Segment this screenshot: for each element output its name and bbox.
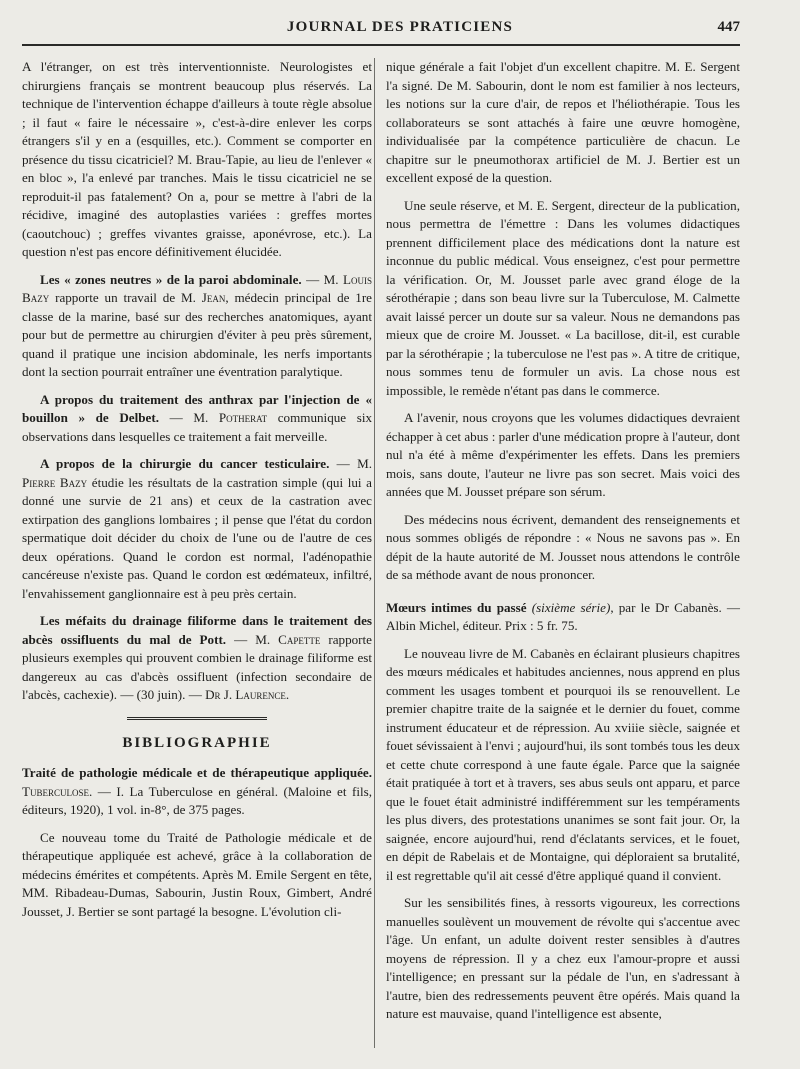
section-cancer-testiculaire: A propos de la chirurgie du cancer testiculaire. — M. Pierre Bazy étudie les résultats de la castration simple (qui lui a donné une survie de 21 ans) et ceux de la castration avec extirpation des ganglions lombaires ; il pense que l'état du cordon spermatique doit décider du choix de l'une ou de l'autre de ces deux opérations. Quand le cordon est normal, l'adénopathie cancéreuse n'existe pas. Quand le cordon est œdémateux, infiltré, l'envahissement ganglionnaire est à peu près certain. <box>22 456 373 601</box>
review-paragraph: Sur les sensibilités fines, à ressorts vigoureux, les corrections manuelles soulèvent un mouvement de révolte qui s'accentue avec l'âge. Un enfant, un adulte doivent rester sensibles à d'autres moyens de répression. Il y a chez eux l'amour-propre et aussi l'intelligence; en pressant sur la pédale de l'un, en s'adressant à l'autre, bien des redressements peuvent être opérés. Mais quand la nature est mauvaise, quand l'intelligence est absente, <box>386 895 740 1021</box>
review-paragraph: Des médecins nous écrivent, demandent des renseignements et nous sommes obligés de répondre : « Nous ne savons pas ». En dépit de la haute autorité de M. Jousset nous attendons le contrôle de sa méthode avant de nous prononcer. <box>386 511 740 582</box>
running-title: JOURNAL DES PRATICIENS <box>286 19 514 35</box>
page-header <box>0 16 800 50</box>
book-series: (sixième série) <box>526 599 611 615</box>
author-name: M. Louis Bazy <box>22 271 372 305</box>
section-heading: A propos de la chirurgie du cancer testiculaire. <box>40 456 330 471</box>
book-title: Traité de pathologie médicale et de thérapeutique appliquée. <box>22 765 372 780</box>
author-name: M. Capette <box>255 631 321 647</box>
author-name: Jean <box>201 290 226 305</box>
book-reference: — I. La Tuberculose en général. (Maloine et fils, éditeurs, 1920), 1 vol. in-8°, de 375 pages. <box>22 783 372 817</box>
left-column <box>22 58 372 930</box>
bibliography-title: BIBLIOGRAPHIE <box>122 734 272 751</box>
signature: Dr J. Laurence. <box>205 687 290 702</box>
review-paragraph: Une seule réserve, et M. E. Sergent, directeur de la publication, nous permettra de l'émettre : Dans les volumes didactiques prennent difficilement place des médications dont la nature est inconnue du public médical. Vous enseignez, c'est pour permettre la vérification. Or, M. Jousset parle avec grand éloge de la sérothérapie ; dans son beau livre sur la Tuberculose, M. Calmette avait laissé percer un doute sur sa valeur. Nous ne demandons pas mieux que de croire M. Jousset. « La bacillose, dit-il, est curable par la sérothérapie ; la tuberculose ne l'est pas ». A titre de critique, nous sommes tenu de formuler un avis. La chose nous est impossible, le remède n'étant pas dans le commerce. <box>386 197 740 398</box>
header-rule <box>22 44 740 46</box>
author-name: M. Potherat <box>193 410 268 425</box>
book-entry-moeurs <box>386 599 740 636</box>
ornament-rule <box>127 717 267 720</box>
review-paragraph: nique générale a fait l'objet d'un excellent chapitre. M. E. Sergent l'a signé. De M. Sabourin, dont le nom est familier à nos lecteurs, les notions sur la cure d'air, de repos et l'héliothérapie. Tous les collaborateurs se sont attachés à faire une œuvre homogène, individualisée par la compétence particulière de chacun. Le chapitre sur le pneumothorax artificiel de M. J. Bertier est un excellent exposé de la question. <box>386 59 740 185</box>
section-text: , médecin principal de 1re classe de la marine, basé sur des recherches anatomiques, ayant pour but de permettre au chirurgien d'éviter à peu près sûrement, quand il pratique une incision abdominale, les nerfs importants dont la section pourrait entraîner une éventration paralytique. <box>22 290 372 379</box>
right-column <box>386 58 740 1033</box>
book-title: Mœurs intimes du passé <box>386 599 527 615</box>
book-reference: , par le Dr Cabanès. — Albin Michel, éditeur. Prix : 5 fr. 75. <box>386 599 741 633</box>
book-volume: Tuberculose. <box>22 783 93 799</box>
page-number: 447 <box>717 19 740 35</box>
section-text: communique six observations dans lesquelles ce traitement a fait merveille. <box>22 410 373 444</box>
section-heading: Les « zones neutres » de la paroi abdominale. <box>40 271 302 287</box>
section-text: rapporte un travail de M. <box>49 290 202 305</box>
section-heading: A propos du traitement des anthrax par l'injection de « bouillon » de Delbet. <box>22 391 372 425</box>
section-zones-neutres: Les « zones neutres » de la paroi abdominale. — M. Louis Bazy rapporte un travail de M. Jean, médecin principal de 1re classe de la marine, basé sur des recherches anatomiques, ayant pour but de permettre au chirurgien d'éviter à peu près sûrement, quand il pratique une incision abdominale, les nerfs importants dont la section pourrait entraîner une éventration paralytique. <box>22 271 372 379</box>
continued-paragraph: A l'étranger, on est très interventionniste. Neurologistes et chirurgiens français se montrent beaucoup plus réservés. La technique de l'intervention échappe d'ailleurs à toute règle absolue ; il faut « faire le nécessaire », c'est-à-dire enlever les corps étrangers s'il y en a (esquilles, etc.). Comment se comporter en présence du tissu cicatriciel? M. Brau-Tapie, au lieu de l'enlever « en bloc », l'a enlevé par tranches. Mais le tissu cicatriciel ne se reproduit-il pas fatalement? On a, pour se mettre à l'abri de la récidive, imaginé des autoplasties variées : greffes mortes (caoutchouc) ; greffes vivantes graisse, aponévrose, etc.). La question n'est pas encore définitivement élucidée. <box>22 59 372 259</box>
section-anthrax: A propos du traitement des anthrax par l'injection de « bouillon » de Delbet. — M. Potherat communique six observations dans lesquelles ce traitement a fait merveille. <box>22 391 373 444</box>
section-heading: Les méfaits du drainage filiforme dans le traitement des abcès ossifluents du mal de Pott. <box>22 613 372 647</box>
review-paragraph: Le nouveau livre de M. Cabanès en éclairant plusieurs chapitres des mœurs médicales et habitudes anciennes, nous apprend en plus comment les usages tombent et pourquoi ils se renouvellent. Le premier chapitre traite de la saignée et le dernier du fouet, comme instrument éducateur et de répression. Au xviiie siècle, saignée et fouet sévissaient à l'envi ; aujourd'hui, ils sont tombés tous les deux et cette chute correspond à une faute égale. Parce que la saignée était pratiquée à tort et à travers, ses abus seuls ont apparu, et parce que le fouet était administré indifféremment sur les tempéraments les plus divers, des protestations unanimes se sont fait jour. Or, la saignée, encore aujourd'hui, rend d'éclatants services, et le fouet, en dépit de Rabelais et de Montaigne, qui déploraient sa brutalité, il est regrettable qu'il ait cessé d'être appliqué quand il convient. <box>386 645 740 883</box>
section-text: rapporte plusieurs exemples qui prouvent combien le drainage filiforme est dangereux au cas d'abcès ossifluent (infection secondaire de l'abcès, cachexie). — (30 juin). — <box>22 631 372 702</box>
section-text: étudie les résultats de la castration simple (qui lui a donné une survie de 21 ans) et ceux de la castration avec extirpation des ganglions lombaires ; il pense que l'état du cordon spermatique doit décider du choix de l'une ou de l'autre de ces deux opérations. Quand le cordon est normal, l'adénopathie cancéreuse n'existe pas. Quand le cordon est œdémateux, infiltré, l'envahissement ganglionnaire est à peu près certain. <box>22 474 372 601</box>
review-paragraph: Ce nouveau tome du Traité de Pathologie médicale et de thérapeutique appliquée est achevé, grâce à la collaboration de médecins émérites et compétents. Après M. Emile Sergent en tête, MM. Ribadeau-Dumas, Sabourin, Justin Roux, Gimbert, André Jousset, J. Bertier se sont partagé la besogne. L'évolution cli- <box>22 829 372 919</box>
review-paragraph: A l'avenir, nous croyons que les volumes didactiques devraient échapper à cet abus : parler d'une médication propre à l'auteur, dont nul n'a été à même d'expérimenter les effets. Dans les premiers mois, sans doute, l'auteur ne livre pas son secret. Mais voici des années que M. Jousset prépare son sérum. <box>386 410 740 499</box>
author-name: M. Pierre Bazy <box>22 456 373 490</box>
book-entry-tuberculose <box>22 764 372 820</box>
column-divider <box>374 58 375 1048</box>
section-drainage-filiforme: Les méfaits du drainage filiforme dans le traitement des abcès ossifluents du mal de Pott. — M. Capette rapporte plusieurs exemples qui prouvent combien le drainage filiforme est dangereux au cas d'abcès ossifluent (infection secondaire de l'abcès, cachexie). — (30 juin). — Dr J. Laurence. <box>22 613 372 702</box>
